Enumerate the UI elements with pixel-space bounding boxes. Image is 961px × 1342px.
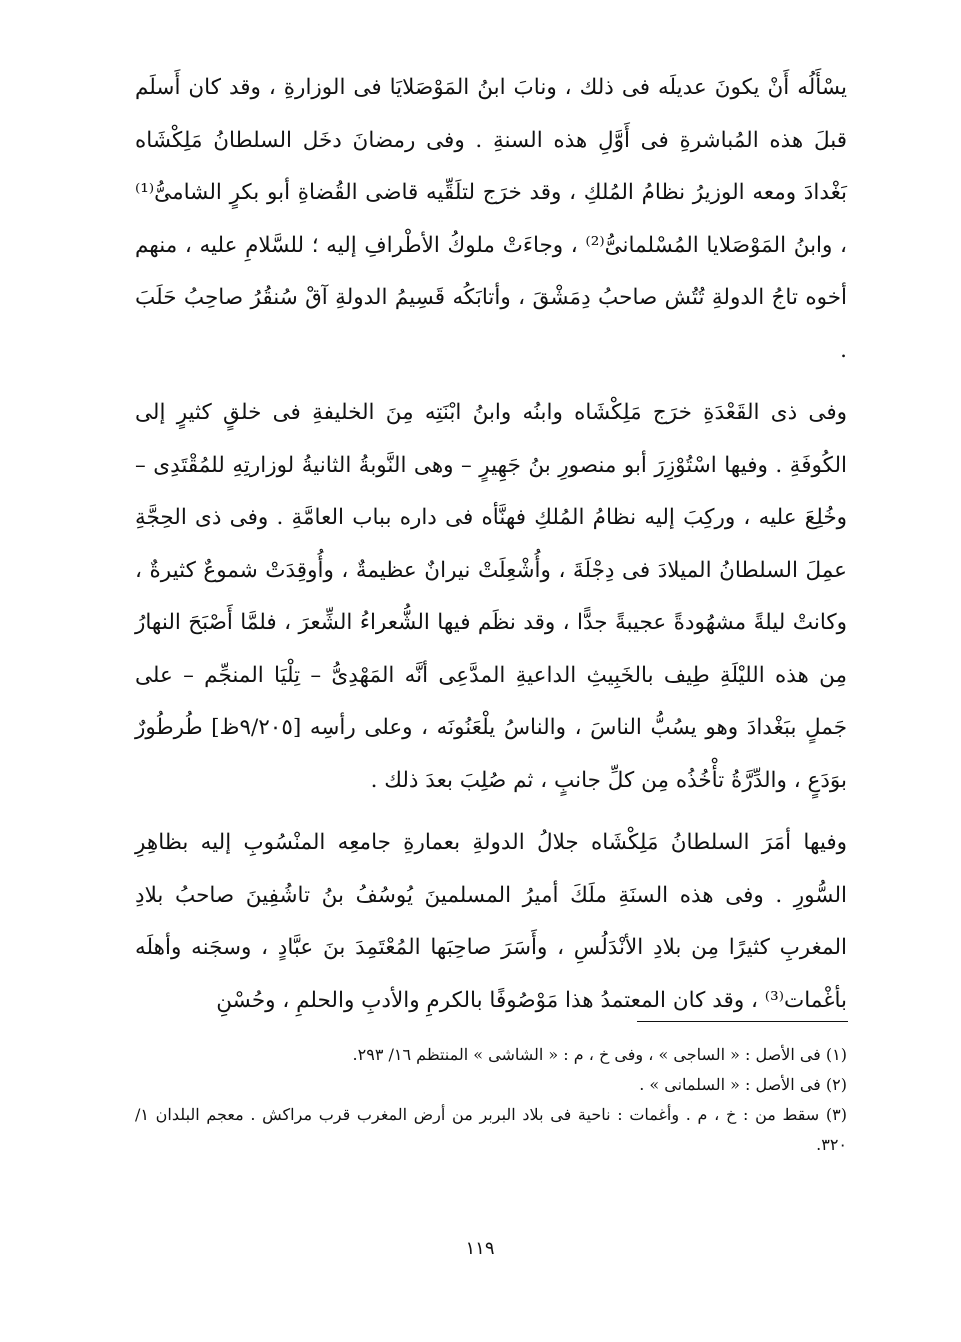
footnote-1: (١) فى الأصل : « الساجى » ، وفى خ ، م : « الشاشى » المنتظم ١٦/ ٢٩٣. <box>352 1045 847 1064</box>
paragraph-1: يسْأَلُه أَنْ يكونَ عديلَه فى ذلك ، ونابَ ابنُ المَوْصَلايَا فى الوزارةِ ، وقد كان أَسلَم قبلَ هذه المُباشرةِ فى أَوَّلِ هذه السنةِ . وفى رمضانَ دخَل السلطانُ مَلِكْشَاه بَغْدادَ ومعه الوزيرُ نظامُ المُلكِ ، وقد خرَج لتلَقِّيه قاضى القُضاةِ أبو بكرٍ الشامىُّ⁽¹⁾ ، وابنُ المَوْصَلايا المُسْلمانىُّ⁽²⁾ ، وجاءَتْ ملوكُ الأطْرافِ إليه ؛ للسَّلامِ عليه ، منهم أخوه تاجُ الدولةِ تُتُش صاحبُ دِمَشْقَ ، وأتابَكُه قَسِيمُ الدولةِ آقْ سُنقُرُ صاحِبُ حَلَبَ . <box>135 75 847 363</box>
footnote-separator <box>637 1021 848 1022</box>
page-number: ١١٩ <box>465 1238 495 1259</box>
paragraph-2: وفى ذى القَعْدَةِ خرَج مَلِكْشَاه وابنُه وابنُ ابْنَتِه مِنَ الخليفةِ فى خلقٍ كثيرٍ إلى الكُوفَةِ . وفيها اسْتُوْزِرَ أبو منصورِ بنُ جَهِيرٍ – وهى النَّوبةُ الثانيةُ لوزارتِهِ للمُقْتَدِى – وخُلِعَ عليه ، وركِبَ إليه نظامُ المُلكِ فهنَّأه فى داره بباب العامَّةِ . وفى ذى الحِجَّةِ عمِلَ السلطانُ الميلادَ فى دِجْلَةَ ، وأُشْعِلَتْ نيرانٌ عظيمةٌ ، وأُوقِدَتْ شموعٌ كثيرةٌ ، وكانتْ ليلةً مشهُودةً عجيبةً جدًّا ، وقد نظَم فيها الشُّعراءُ الشِّعرَ ، فلمَّا أَصْبَحَ النهارُ مِن هذه الليْلَةِ طِيف بالخَبِيثِ الداعيةِ المدَّعِى أنَّه المَهْدِىُّ – تِلْيَا المنجِّم – على جَملٍ ببَغْدادَ وهو يسُبُّ الناسَ ، والناسُ يلْعَنُونَه ، وعلى رأسِه [٩/٢٠٥ظ] طُرطُورٌ بوَدَعٍ ، والدِّرَّةُ تأْخُذُه مِن كلِّ جانبٍ ، ثم صُلِبَ بعدَ ذلك . <box>135 400 848 793</box>
footnote-3: (٣) سقط من : خ ، م . وأغمات : ناحية فى بلاد البربر من أرض المغرب قرب مراكش . معجم البلدان ١/ ٣٢٠. <box>135 1105 847 1154</box>
main-text <box>135 62 847 1027</box>
footnotes <box>135 1040 847 1160</box>
footnote-2: (٢) فى الأصل : « السلمانى » . <box>639 1075 847 1094</box>
paragraph-3: وفيها أمَرَ السلطانُ مَلِكْشَاه جلالُ الدولةِ بعمارةِ جامعِه المنْسُوبِ إليه بظاهِرِ السُّورِ . وفى هذه السنَةِ ملَكَ أميرُ المسلمينَ يُوسُفُ بنُ تاشُفِينَ صاحبُ بلادِ المغربِ كثيرًا مِن بلادِ الأنْدَلُسِ ، وأَسَرَ صاحِبَها المُعْتَمِدَ بنَ عبَّادٍ ، وسجَنه وأهلَه بأغْمات⁽³⁾ ، وقد كان المعتمدُ هذا مَوْصُوفًا بالكرمِ والأدبِ والحلمِ ، وحُسْنِ <box>135 830 847 1013</box>
